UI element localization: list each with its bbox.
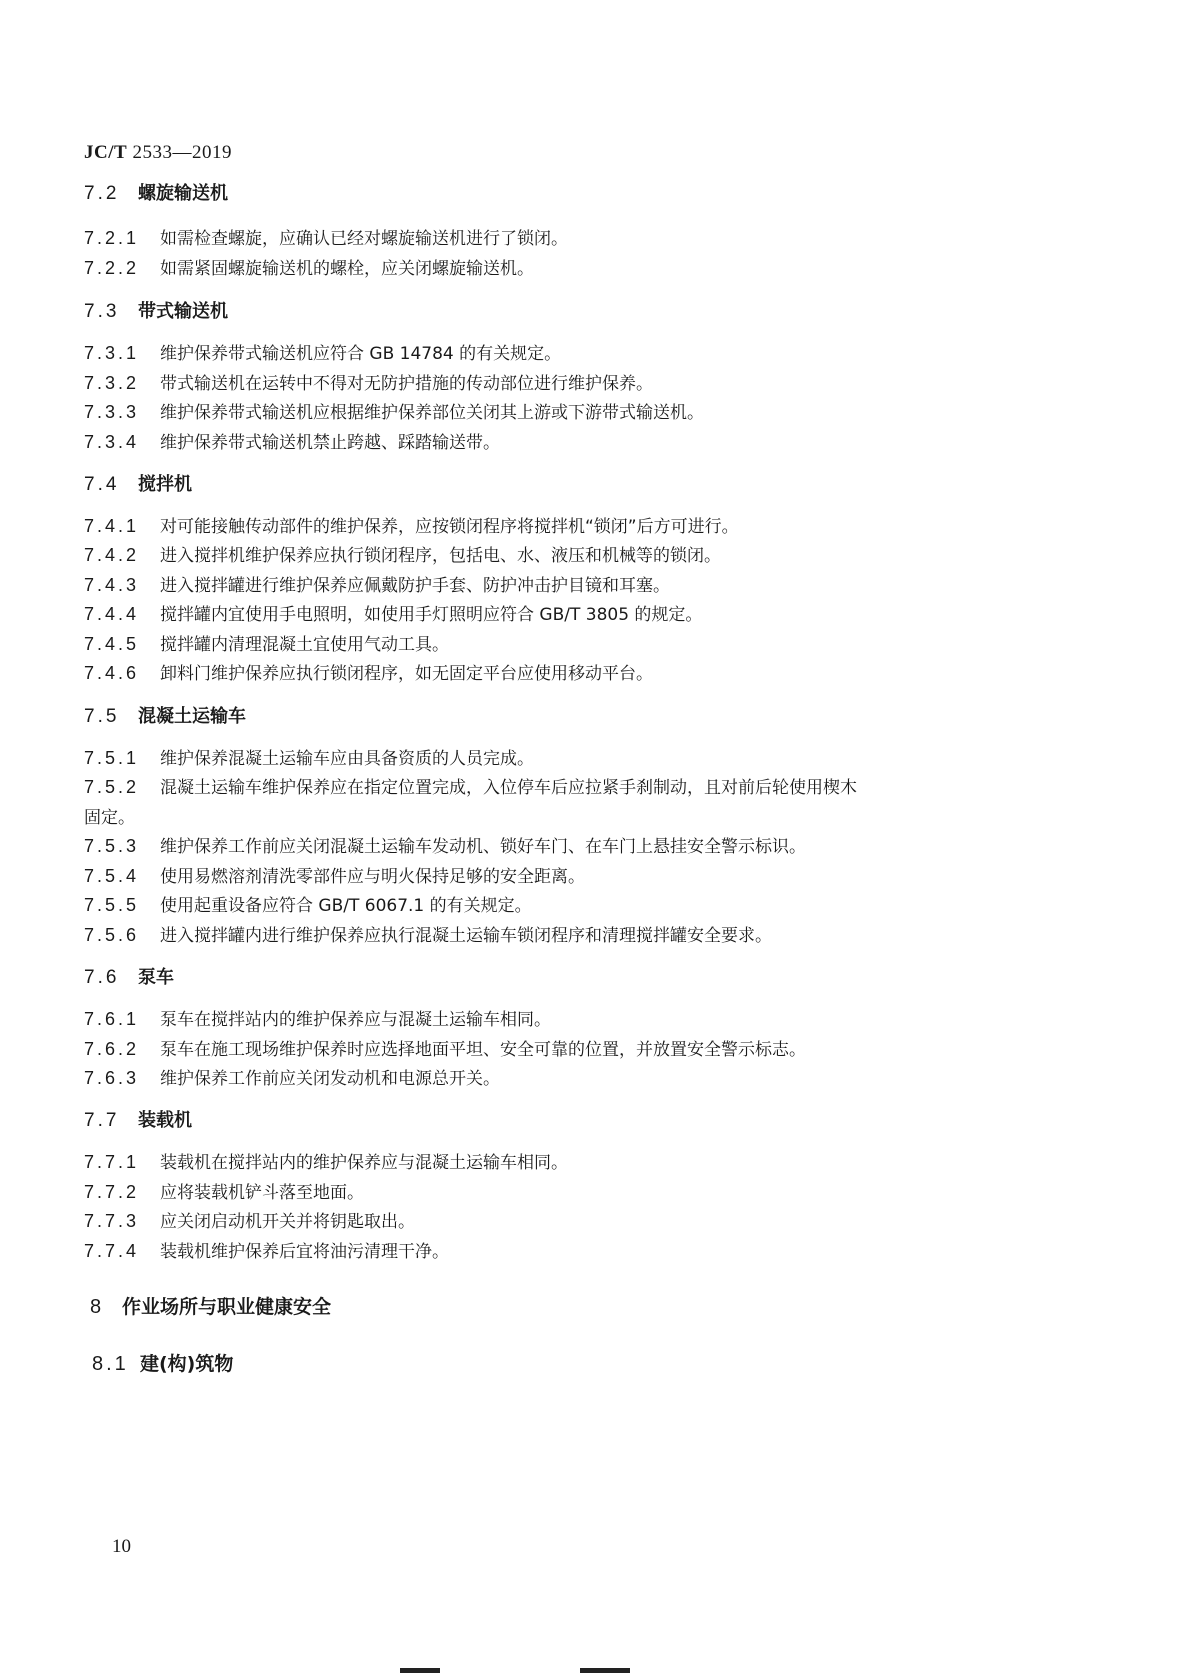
section-heading-8-1: 8.1 建(构)筑物 — [92, 1353, 234, 1375]
standard-prefix: JC/T — [84, 142, 128, 163]
section-heading-7-3: 7.3 带式输送机 — [84, 301, 228, 322]
clause-7-6-2: 7.6.2 泵车在施工现场维护保养时应选择地面平坦、安全可靠的位置，并放置安全警示标志。 — [84, 1039, 806, 1060]
section-heading-7-2: 7.2 螺旋输送机 — [84, 183, 228, 204]
standard-number: 2533—2019 — [132, 142, 232, 163]
clause-7-5-4: 7.5.4 使用易燃溶剂清洗零部件应与明火保持足够的安全距离。 — [84, 866, 585, 887]
section-heading-7-5: 7.5 混凝土运输车 — [84, 706, 246, 727]
clause-7-4-4: 7.4.4 搅拌罐内宜使用手电照明，如使用手灯照明应符合 GB/T 3805 的规定。 — [84, 604, 703, 625]
clause-7-7-3: 7.7.3 应关闭启动机开关并将钥匙取出。 — [84, 1211, 415, 1232]
clause-7-7-4: 7.7.4 装载机维护保养后宜将油污清理干净。 — [84, 1241, 449, 1262]
clause-7-3-1: 7.3.1 维护保养带式输送机应符合 GB 14784 的有关规定。 — [84, 343, 562, 364]
clause-7-6-1: 7.6.1 泵车在搅拌站内的维护保养应与混凝土运输车相同。 — [84, 1009, 551, 1030]
clause-7-4-5: 7.4.5 搅拌罐内清理混凝土宜使用气动工具。 — [84, 634, 449, 655]
clause-7-3-2: 7.3.2 带式输送机在运转中不得对无防护措施的传动部位进行维护保养。 — [84, 373, 653, 394]
clause-7-2-2: 7.2.2 如需紧固螺旋输送机的螺栓，应关闭螺旋输送机。 — [84, 258, 534, 279]
clause-7-4-6: 7.4.6 卸料门维护保养应执行锁闭程序，如无固定平台应使用移动平台。 — [84, 663, 653, 684]
clause-7-3-3: 7.3.3 维护保养带式输送机应根据维护保养部位关闭其上游或下游带式输送机。 — [84, 402, 704, 423]
section-heading-7-4: 7.4 搅拌机 — [84, 474, 192, 495]
clause-7-4-3: 7.4.3 进入搅拌罐进行维护保养应佩戴防护手套、防护冲击护目镜和耳塞。 — [84, 575, 670, 596]
clause-7-7-2: 7.7.2 应将装载机铲斗落至地面。 — [84, 1182, 364, 1203]
document-code — [84, 142, 232, 164]
clause-7-3-4: 7.3.4 维护保养带式输送机禁止跨越、踩踏输送带。 — [84, 432, 500, 453]
chapter-heading-8: 8 作业场所与职业健康安全 — [90, 1296, 332, 1318]
clause-7-4-2: 7.4.2 进入搅拌机维护保养应执行锁闭程序，包括电、水、液压和机械等的锁闭。 — [84, 545, 721, 566]
clause-7-4-1: 7.4.1 对可能接触传动部件的维护保养，应按锁闭程序将搅拌机“锁闭”后方可进行。 — [84, 516, 739, 537]
scan-artifact-right — [580, 1668, 630, 1673]
section-heading-7-7: 7.7 装载机 — [84, 1110, 192, 1131]
clause-7-5-3: 7.5.3 维护保养工作前应关闭混凝土运输车发动机、锁好车门、在车门上悬挂安全警示标识。 — [84, 836, 806, 857]
scan-artifact-left — [400, 1668, 440, 1673]
clause-7-5-2: 7.5.2 混凝土运输车维护保养应在指定位置完成，入位停车后应拉紧手刹制动，且对前后轮使用楔木 — [84, 777, 857, 798]
clause-7-5-1: 7.5.1 维护保养混凝土运输车应由具备资质的人员完成。 — [84, 748, 534, 769]
clause-7-7-1: 7.7.1 装载机在搅拌站内的维护保养应与混凝土运输车相同。 — [84, 1152, 568, 1173]
clause-7-2-1: 7.2.1 如需检查螺旋，应确认已经对螺旋输送机进行了锁闭。 — [84, 228, 568, 249]
clause-7-6-3: 7.6.3 维护保养工作前应关闭发动机和电源总开关。 — [84, 1068, 500, 1089]
section-heading-7-6: 7.6 泵车 — [84, 967, 174, 988]
clause-7-5-6: 7.5.6 进入搅拌罐内进行维护保养应执行混凝土运输车锁闭程序和清理搅拌罐安全要求。 — [84, 925, 772, 946]
clause-7-5-2-continuation: 固定。 — [84, 808, 135, 828]
page-number: 10 — [112, 1536, 131, 1557]
clause-7-5-5: 7.5.5 使用起重设备应符合 GB/T 6067.1 的有关规定。 — [84, 895, 532, 916]
